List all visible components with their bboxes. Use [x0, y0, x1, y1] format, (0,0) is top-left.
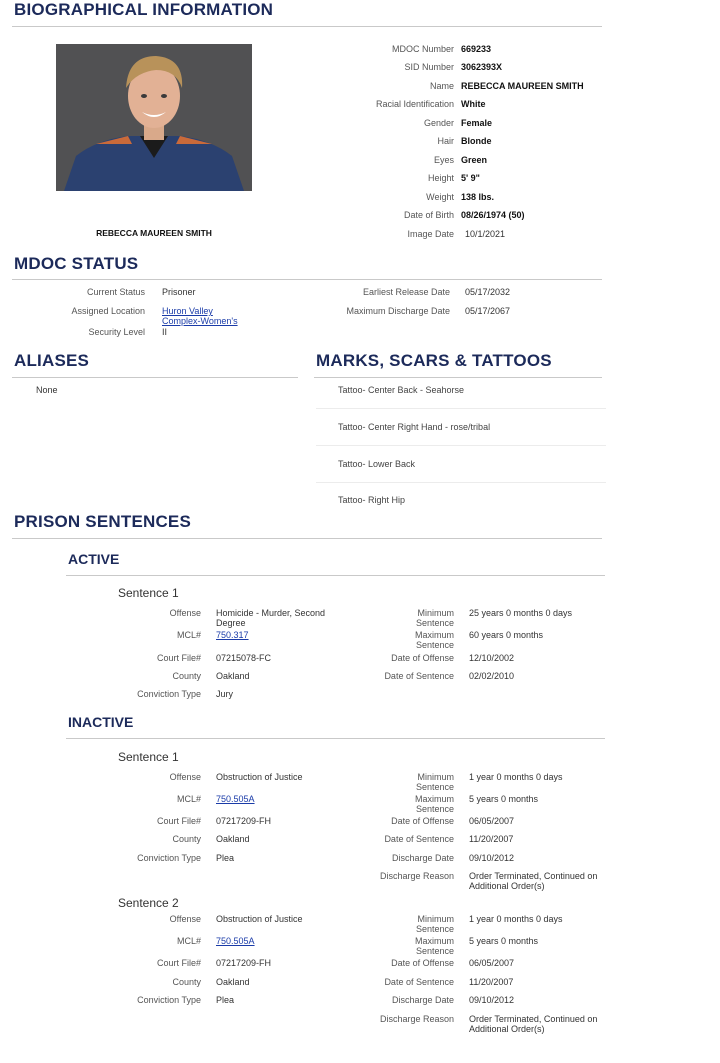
conviction-type-value: Plea — [216, 853, 235, 863]
min-sentence-label: Minimum Sentence — [415, 914, 454, 934]
status-divider — [12, 279, 602, 280]
discharge-date-value: 09/10/2012 — [469, 853, 515, 863]
county-label: County — [172, 834, 201, 844]
date-of-offense-value: 06/05/2007 — [469, 958, 515, 968]
current-status-value: Prisoner — [162, 287, 196, 297]
bio-divider — [12, 26, 602, 27]
image-date-label: Image Date — [407, 229, 454, 239]
bio-heading: BIOGRAPHICAL INFORMATION — [14, 0, 274, 19]
conviction-type-label: Conviction Type — [137, 689, 201, 699]
min-sentence-value: 1 year 0 months 0 days — [469, 914, 563, 924]
earliest-release-value: 05/17/2032 — [465, 287, 511, 297]
eyes-value: Green — [461, 155, 488, 165]
date-of-offense-label: Date of Offense — [391, 816, 454, 826]
security-level-value: II — [162, 327, 168, 337]
inactive-heading: INACTIVE — [68, 714, 134, 730]
tattoo-item: Tattoo- Center Right Hand - rose/tribal — [338, 422, 491, 432]
aliases-heading: ALIASES — [14, 351, 90, 370]
sentence-title: Sentence 2 — [118, 896, 179, 910]
court-file-value: 07217209-FH — [216, 816, 272, 826]
eyes-label: Eyes — [433, 155, 454, 165]
height-label: Height — [427, 173, 454, 183]
conviction-type-value: Jury — [216, 689, 234, 699]
discharge-reason-label: Discharge Reason — [379, 871, 454, 881]
court-file-label: Court File# — [156, 958, 201, 968]
offense-label: Offense — [169, 608, 201, 618]
date-of-sentence-value: 11/20/2007 — [469, 834, 514, 844]
date-of-sentence-label: Date of Sentence — [384, 977, 454, 987]
photo-caption: REBECCA MAUREEN SMITH — [96, 228, 212, 238]
court-file-label: Court File# — [156, 653, 201, 663]
height-value: 5' 9" — [461, 173, 480, 183]
date-of-offense-label: Date of Offense — [391, 653, 454, 663]
county-value: Oakland — [216, 977, 250, 987]
tattoo-separator — [316, 445, 606, 446]
mcl-link[interactable]: 750.317 — [216, 630, 249, 640]
min-sentence-value: 1 year 0 months 0 days — [469, 772, 563, 782]
court-file-value: 07217209-FH — [216, 958, 272, 968]
mcl-link[interactable]: 750.505A — [216, 936, 255, 946]
portrait-image — [56, 44, 252, 191]
current-status-label: Current Status — [86, 287, 145, 297]
active-divider — [66, 575, 605, 576]
hair-value: Blonde — [461, 136, 492, 146]
offense-label: Offense — [169, 772, 201, 782]
race-value: White — [461, 99, 486, 109]
min-sentence-label: Minimum Sentence — [415, 772, 454, 792]
name-value: REBECCA MAUREEN SMITH — [461, 81, 584, 91]
dob-value: 08/26/1974 (50) — [461, 210, 525, 220]
discharge-reason-value: Order Terminated, Continued on Additional Order(s) — [469, 1014, 598, 1034]
discharge-reason-value: Order Terminated, Continued on Additional Order(s) — [469, 871, 598, 891]
offense-label: Offense — [169, 914, 201, 924]
max-sentence-label: Maximum Sentence — [414, 794, 454, 814]
sentences-heading: PRISON SENTENCES — [14, 512, 192, 531]
weight-label: Weight — [426, 192, 454, 202]
max-sentence-label: Maximum Sentence — [414, 936, 454, 956]
mcl-label: MCL# — [176, 936, 201, 946]
inactive-divider — [66, 738, 605, 739]
county-value: Oakland — [216, 671, 250, 681]
active-heading: ACTIVE — [68, 551, 120, 567]
dob-label: Date of Birth — [403, 210, 454, 220]
offense-value: Obstruction of Justice — [216, 772, 303, 782]
inmate-photo — [56, 44, 252, 191]
tattoo-separator — [316, 408, 606, 409]
date-of-sentence-value: 11/20/2007 — [469, 977, 514, 987]
discharge-reason-label: Discharge Reason — [379, 1014, 454, 1024]
offense-value: Obstruction of Justice — [216, 914, 303, 924]
image-date-value: 10/1/2021 — [465, 229, 506, 239]
max-discharge-label: Maximum Discharge Date — [346, 306, 450, 316]
conviction-type-label: Conviction Type — [137, 853, 201, 863]
gender-label: Gender — [423, 118, 454, 128]
max-discharge-value: 05/17/2067 — [465, 306, 511, 316]
mcl-label: MCL# — [176, 630, 201, 640]
marks-heading: MARKS, SCARS & TATTOOS — [316, 351, 552, 370]
name-label: Name — [429, 81, 454, 91]
mdoc-number-value: 669233 — [461, 44, 492, 54]
county-value: Oakland — [216, 834, 250, 844]
weight-value: 138 lbs. — [461, 192, 495, 202]
assigned-location-link[interactable]: Huron Valley Complex-Women's — [162, 306, 238, 326]
county-label: County — [172, 671, 201, 681]
date-of-sentence-label: Date of Sentence — [384, 671, 454, 681]
max-sentence-value: 5 years 0 months — [469, 794, 539, 804]
mcl-link[interactable]: 750.505A — [216, 794, 255, 804]
discharge-date-value: 09/10/2012 — [469, 995, 515, 1005]
mcl-label: MCL# — [176, 794, 201, 804]
court-file-label: Court File# — [156, 816, 201, 826]
offense-value: Homicide - Murder, Second Degree — [216, 608, 326, 628]
status-heading: MDOC STATUS — [14, 254, 139, 273]
earliest-release-label: Earliest Release Date — [362, 287, 450, 297]
aliases-divider — [12, 377, 298, 378]
min-sentence-label: Minimum Sentence — [415, 608, 454, 628]
discharge-date-label: Discharge Date — [391, 853, 454, 863]
date-of-offense-value: 06/05/2007 — [469, 816, 515, 826]
conviction-type-label: Conviction Type — [137, 995, 201, 1005]
tattoo-separator — [316, 482, 606, 483]
date-of-offense-label: Date of Offense — [391, 958, 454, 968]
max-sentence-value: 5 years 0 months — [469, 936, 539, 946]
security-level-label: Security Level — [88, 327, 145, 337]
date-of-sentence-value: 02/02/2010 — [469, 671, 515, 681]
max-sentence-value: 60 years 0 months — [469, 630, 544, 640]
tattoo-item: Tattoo- Right Hip — [338, 495, 406, 505]
race-label: Racial Identification — [375, 99, 454, 109]
mdoc-number-label: MDOC Number — [391, 44, 454, 54]
assigned-location-label: Assigned Location — [71, 306, 145, 316]
sentence-title: Sentence 1 — [118, 586, 179, 600]
hair-label: Hair — [437, 136, 454, 146]
date-of-offense-value: 12/10/2002 — [469, 653, 515, 663]
alias-item: None — [36, 385, 58, 395]
gender-value: Female — [461, 118, 493, 128]
date-of-sentence-label: Date of Sentence — [384, 834, 454, 844]
tattoo-item: Tattoo- Center Back - Seahorse — [338, 385, 465, 395]
discharge-date-label: Discharge Date — [391, 995, 454, 1005]
sentences-divider — [12, 538, 602, 539]
min-sentence-value: 25 years 0 months 0 days — [469, 608, 573, 618]
sid-number-label: SID Number — [404, 62, 454, 72]
court-file-value: 07215078-FC — [216, 653, 272, 663]
sentence-title: Sentence 1 — [118, 750, 179, 764]
sid-number-value: 3062393X — [461, 62, 503, 72]
county-label: County — [172, 977, 201, 987]
tattoo-item: Tattoo- Lower Back — [338, 459, 416, 469]
marks-divider — [314, 377, 602, 378]
max-sentence-label: Maximum Sentence — [414, 630, 454, 650]
conviction-type-value: Plea — [216, 995, 235, 1005]
